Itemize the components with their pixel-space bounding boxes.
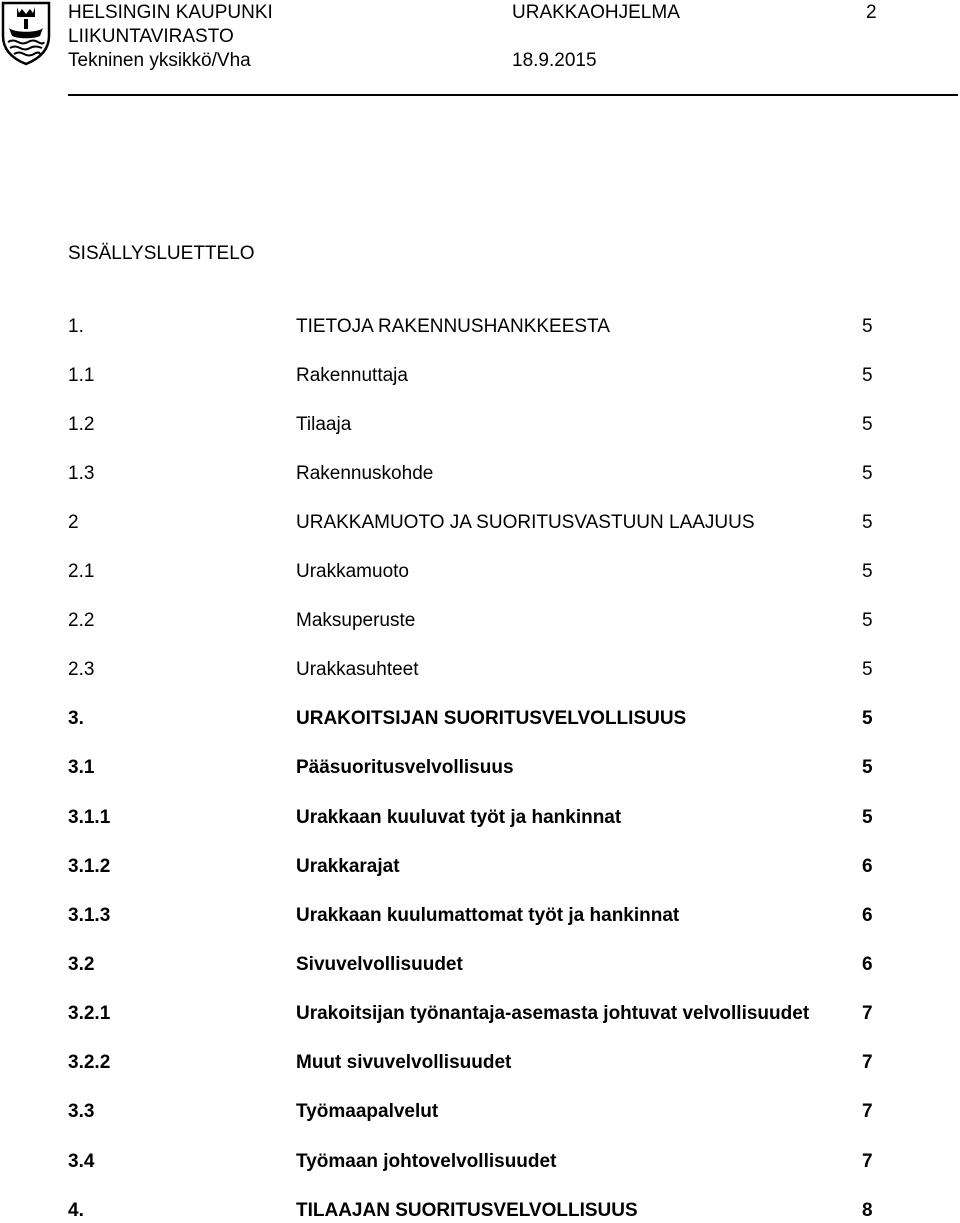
- unit-name: Tekninen yksikkö/Vha: [68, 50, 251, 71]
- toc-entry[interactable]: [0, 855, 960, 879]
- toc-entry-number: 4.: [68, 1200, 84, 1221]
- toc-entry-number: 2: [68, 512, 79, 533]
- toc-entry-page: 6: [862, 905, 873, 926]
- toc-entry[interactable]: [0, 953, 960, 977]
- toc-entry[interactable]: [0, 1002, 960, 1026]
- toc-entry-title: Urakkasuhteet: [296, 659, 419, 680]
- toc-entry-page: 5: [862, 561, 873, 582]
- toc-entry-title: Urakoitsijan työnantaja-asemasta johtuvat velvollisuudet: [296, 1003, 810, 1024]
- toc-entry[interactable]: [0, 315, 960, 339]
- toc-entry-title: Urakkamuoto: [296, 561, 409, 582]
- toc-entry-page: 6: [862, 954, 873, 975]
- toc-entry-title: Pääsuoritusvelvollisuus: [296, 757, 514, 778]
- toc-entry-page: 7: [862, 1003, 873, 1024]
- toc-entry-title: Urakkarajat: [296, 856, 400, 877]
- toc-entry-number: 3.1.1: [68, 807, 111, 828]
- toc-entry-page: 5: [862, 659, 873, 680]
- toc-entry[interactable]: [0, 756, 960, 780]
- toc-entry-title: Urakkaan kuulumattomat työt ja hankinnat: [296, 905, 680, 926]
- toc-entry-page: 5: [862, 757, 873, 778]
- toc-entry-page: 5: [862, 610, 873, 631]
- document-title: URAKKAOHJELMA: [512, 2, 680, 23]
- toc-entry-page: 5: [862, 708, 873, 729]
- toc-title: SISÄLLYSLUETTELO: [68, 243, 255, 264]
- toc-entry-title: TIETOJA RAKENNUSHANKKEESTA: [296, 316, 610, 337]
- toc-entry[interactable]: [0, 1199, 960, 1223]
- toc-entry-title: Tilaaja: [296, 414, 352, 435]
- toc-entry-page: 7: [862, 1052, 873, 1073]
- department-name: LIIKUNTAVIRASTO: [68, 26, 234, 47]
- toc-entry-title: Urakkaan kuuluvat työt ja hankinnat: [296, 807, 622, 828]
- toc-entry-number: 2.1: [68, 561, 95, 582]
- toc-entry[interactable]: [0, 364, 960, 388]
- header-divider: [68, 94, 958, 96]
- toc-entry[interactable]: [0, 413, 960, 437]
- toc-entry[interactable]: [0, 707, 960, 731]
- toc-entry-page: 5: [862, 807, 873, 828]
- toc-entry-number: 2.3: [68, 659, 95, 680]
- toc-entry-number: 3.2: [68, 954, 95, 975]
- toc-entry[interactable]: [0, 1051, 960, 1075]
- toc-entry-page: 7: [862, 1101, 873, 1122]
- toc-entry-number: 2.2: [68, 610, 95, 631]
- toc-entry-number: 1.2: [68, 414, 95, 435]
- toc-entry-number: 3.1.2: [68, 856, 111, 877]
- toc-entry[interactable]: [0, 609, 960, 633]
- toc-entry-page: 5: [862, 414, 873, 435]
- toc-entry-title: URAKOITSIJAN SUORITUSVELVOLLISUUS: [296, 708, 687, 729]
- toc-entry[interactable]: [0, 462, 960, 486]
- helsinki-crest-icon: [0, 0, 52, 66]
- toc-entry-title: Työmaan johtovelvollisuudet: [296, 1151, 557, 1172]
- toc-entry-number: 3.1.3: [68, 905, 111, 926]
- toc-entry-page: 5: [862, 316, 873, 337]
- toc-entry-page: 5: [862, 365, 873, 386]
- toc-entry[interactable]: [0, 1100, 960, 1124]
- toc-entry-number: 1.1: [68, 365, 95, 386]
- toc-entry[interactable]: [0, 658, 960, 682]
- toc-entry-page: 8: [862, 1200, 873, 1221]
- toc-entry-number: 3.1: [68, 757, 95, 778]
- page-number: 2: [866, 2, 877, 23]
- toc-entry-page: 6: [862, 856, 873, 877]
- toc-entry[interactable]: [0, 560, 960, 584]
- toc-entry-number: 1.3: [68, 463, 95, 484]
- toc-entry-number: 3.4: [68, 1151, 95, 1172]
- toc-entry-title: Maksuperuste: [296, 610, 416, 631]
- toc-entry-page: 5: [862, 463, 873, 484]
- toc-entry-title: TILAAJAN SUORITUSVELVOLLISUUS: [296, 1200, 638, 1221]
- toc-entry[interactable]: [0, 806, 960, 830]
- toc-entry[interactable]: [0, 1150, 960, 1174]
- toc-entry-title: Rakennuskohde: [296, 463, 434, 484]
- toc-entry-number: 3.3: [68, 1101, 95, 1122]
- toc-entry-page: 7: [862, 1151, 873, 1172]
- toc-entry-title: Muut sivuvelvollisuudet: [296, 1052, 512, 1073]
- toc-entry-page: 5: [862, 512, 873, 533]
- toc-entry[interactable]: [0, 904, 960, 928]
- document-date: 18.9.2015: [512, 50, 597, 71]
- toc-entry-number: 3.2.1: [68, 1003, 111, 1024]
- toc-entry[interactable]: [0, 511, 960, 535]
- toc-entry-number: 1.: [68, 316, 84, 337]
- toc-entry-title: Sivuvelvollisuudet: [296, 954, 463, 975]
- toc-entry-title: Rakennuttaja: [296, 365, 408, 386]
- toc-entry-title: Työmaapalvelut: [296, 1101, 439, 1122]
- toc-entry-number: 3.: [68, 708, 84, 729]
- toc-entry-title: URAKKAMUOTO JA SUORITUSVASTUUN LAAJUUS: [296, 512, 755, 533]
- toc-entry-number: 3.2.2: [68, 1052, 111, 1073]
- org-name: HELSINGIN KAUPUNKI: [68, 2, 273, 23]
